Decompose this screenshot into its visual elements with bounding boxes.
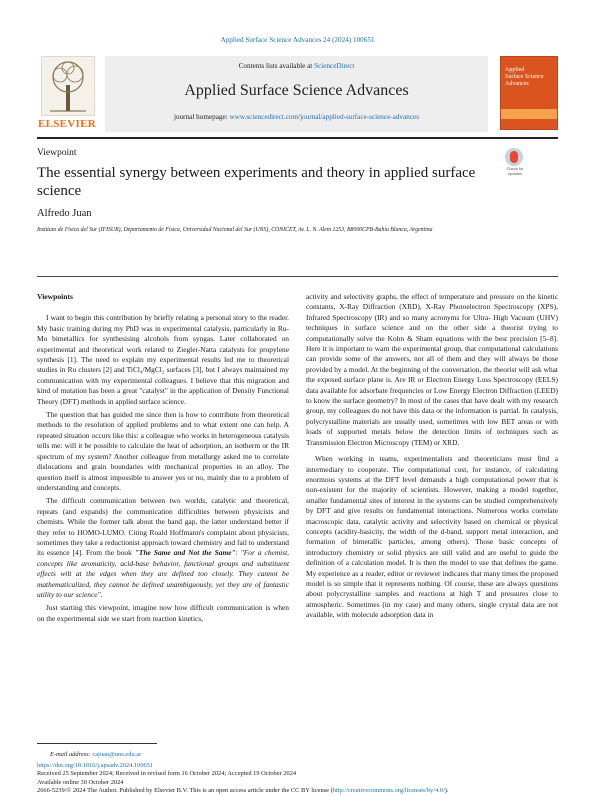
journal-title: Applied Surface Science Advances: [184, 82, 409, 99]
elsevier-tree-icon: [41, 56, 95, 116]
title-rule: [37, 276, 558, 277]
body-column-left: [37, 292, 289, 624]
publisher-name: ELSEVIER: [37, 118, 97, 130]
contents-prefix: Contents lists available at: [238, 62, 315, 70]
paragraph: The question that has guided me since then is how to contribute from theoretical methods to the resolution of applied problems and to what extent one can help. A repeated situation occurs like this: a colleague who works in heterogeneous catalysis tells me: will it be possible to calculate the heat of adsorption, an isotherm or the IR spectrum of my system? Another colleague from metallurgy asked me to correlate dislocations and grain boundaries with mechanical properties in an alloy. The question itself is almost impossible to answer yes or no, mainly due to a problem of understanding and concepts.: [37, 410, 289, 492]
paragraph: Just starting this viewpoint, imagine now how difficult communication is when on the experimental side we start from reaction kinetics,: [37, 603, 289, 623]
cover-band: [501, 109, 557, 119]
contents-line: [105, 62, 488, 70]
email-label: E-mail address:: [50, 751, 93, 758]
homepage-line: [105, 113, 488, 121]
quote-end: .: [100, 589, 103, 599]
journal-cover: [500, 56, 558, 130]
email-footnote: [50, 751, 141, 758]
cover-line-2: Surface Science: [505, 73, 544, 80]
license-line: [37, 787, 449, 795]
paragraph: [37, 496, 289, 600]
book-title: "The Same and Not the Same": [134, 548, 236, 558]
license-suffix: ).: [444, 787, 449, 795]
license-prefix: 2666-5239/© 2024 The Author. Published by Elsevier B.V. This is an open access article under the CC BY license (: [37, 787, 333, 795]
paragraph: I want to begin this contribution by briefly relating a personal story to the reader. My basic training during my PhD was in experimental catalysis, particularly in Ru-Mo bimetallics for synthesising alcohols from syngas. Later collaborated on experimental and theoretical work related to Ziegler-Natta catalysts for propylene synthesis [1]. The need to explain my experimental results led me to theoretical studies in Ru clusters [2] and TiCl₄/MgCl₂ surfaces [3], but I always maintained my communication with my experimental colleagues. I believe that this migration and kind of mutation has been a great "catalyst" in the application of Density Functional Theory (DFT) methods in applied surface science.: [37, 313, 289, 406]
quote: "For a chemist, concepts like aromaticity, acid-base behavior, functional groups and substituent effects wilt at the edges when they are defined too closely. They cannot be mathematicalized, they cannot be defined unambiguously, yet they are of fantastic utility to our science": [37, 548, 289, 599]
footnote-rule: [37, 743, 157, 744]
check-updates-line-1: Check for: [506, 166, 524, 171]
journal-info-box: [105, 56, 488, 132]
paragraph: When working in teams, experimentalists and theoreticians must find a intermediary to cooperate. The computational cost, for instance, of calculating enormous systems at the DFT level demands a high computational power that is non-existent for the majority of scientists. However, making a model together, smaller fundamental sites of interest in the systems can be studied comprehensively by DFT and give results on fundamental interactions. Numerous works correlate macroscopic data, catalytic activity and selectivity based on chemical or physical concepts (acidity-basicity, the width of the d-band, support metal interaction, and formation of bimetallic particles, among others). Those basic concepts of introductory chemistry or solid physics are still valid and are useful to guide the definition of a calculation model. It is then the model to use that defines the game. My experience as a reader, editor or reviewer indicates that many times the proposed model is so simple that it represents nothing. Of course, these are always questions about polycrystalline samples and reactions at high T and pressures close to atmospheric. Sometimes (in my case) and many others, single crystal data are not available, with molecule adsorption data in: [306, 454, 558, 620]
journal-citation[interactable]: Applied Surface Science Advances 24 (2024) 100651: [220, 36, 375, 44]
author-name: Alfredo Juan: [37, 208, 92, 219]
journal-header: [37, 56, 558, 134]
paragraph-text: The difficult communication between two worlds, catalytic and theoretical, repeats (and expands) the communication difficulties between physicists and chemists. While the former talk about the band gap, the latter understand better if they refer to HOMO-LUMO. Citing Roald Hoffmann's complaint about physicists, sometimes they take a reductionist approach toward chemistry and fail to understand its essence [4]. From the book: [37, 496, 289, 558]
sciencedirect-link[interactable]: ScienceDirect: [314, 62, 355, 70]
author-affiliation: Instituto de Física del Sur (IFISUR), Departamento de Física, Universidad Nacional del Sur (UNS), CONICET, Av. L. N. Alem 1253, B8000CPB-Bahía Blanca, Argentina: [37, 227, 433, 233]
section-heading: Viewpoints: [37, 292, 74, 301]
available-online: Available online 30 October 2024: [37, 778, 124, 786]
cover-title: [505, 67, 543, 87]
homepage-link[interactable]: www.sciencedirect.com/journal/applied-surface-science-advances: [229, 113, 419, 121]
check-updates-line-2: updates: [507, 170, 523, 176]
book-sep: :: [235, 548, 241, 558]
body-column-right: [306, 292, 558, 621]
license-link[interactable]: http://creativecommons.org/licenses/by/4.0/: [332, 787, 445, 795]
email-link[interactable]: cajuan@uns.edu.ar: [92, 751, 142, 758]
check-updates-label: [500, 167, 530, 176]
elsevier-logo: [37, 56, 97, 132]
paragraph: activity and selectivity graphs, the effect of temperature and pressure on the kinetic constants, X-Ray Diffraction (XRD), X-Ray Photoelectron Spectroscopy (XPS), Infrared Spectroscopy (IR) and so many acronyms for Ultra- High Vacuum (UHV) techniques in surface science and on the other side a theorist trying to computationally solve the Kohn & Sham equations with the best precision [5–8]. Here it is important to warn the experimental group, that computational calculations can provide some of the answers, not all of them and they will always be those provided by a model. At the beginning of the conversation, the theorist will ask what the exposed surface plane is. Are IR or Electron Energy Loss Spectroscopy (EELS) data available for adsorbate frequencies or Low Energy Electron Diffraction (LEED) to know the surface geometry? In most of the cases that have dealt with my research group, my colleagues do not have this data or the information is partial. In catalysis, polycrystalline materials are usually used, sometimes with low BET areas or with loads of supported metals below the detection limits of techniques such as Transmission Electron Microscopy (TEM) or XRD.: [306, 292, 558, 447]
received-dates: Received 25 September 2024; Received in revised form 16 October 2024; Accepted 19 October 2024: [37, 770, 297, 778]
article-type: Viewpoint: [37, 148, 77, 158]
cover-line-3: Advances: [505, 80, 529, 87]
header-rule: [37, 137, 558, 139]
check-for-updates-badge[interactable]: [503, 148, 527, 176]
cover-line-1: Applied: [505, 67, 525, 73]
homepage-prefix: journal homepage:: [173, 113, 230, 121]
check-updates-icon: [505, 148, 523, 166]
article-title: The essential synergy between experiments and theory in applied surface science: [37, 165, 476, 199]
publication-info: [37, 762, 449, 796]
doi-link[interactable]: https://doi.org/10.1016/j.apsadv.2024.100651: [37, 762, 154, 769]
